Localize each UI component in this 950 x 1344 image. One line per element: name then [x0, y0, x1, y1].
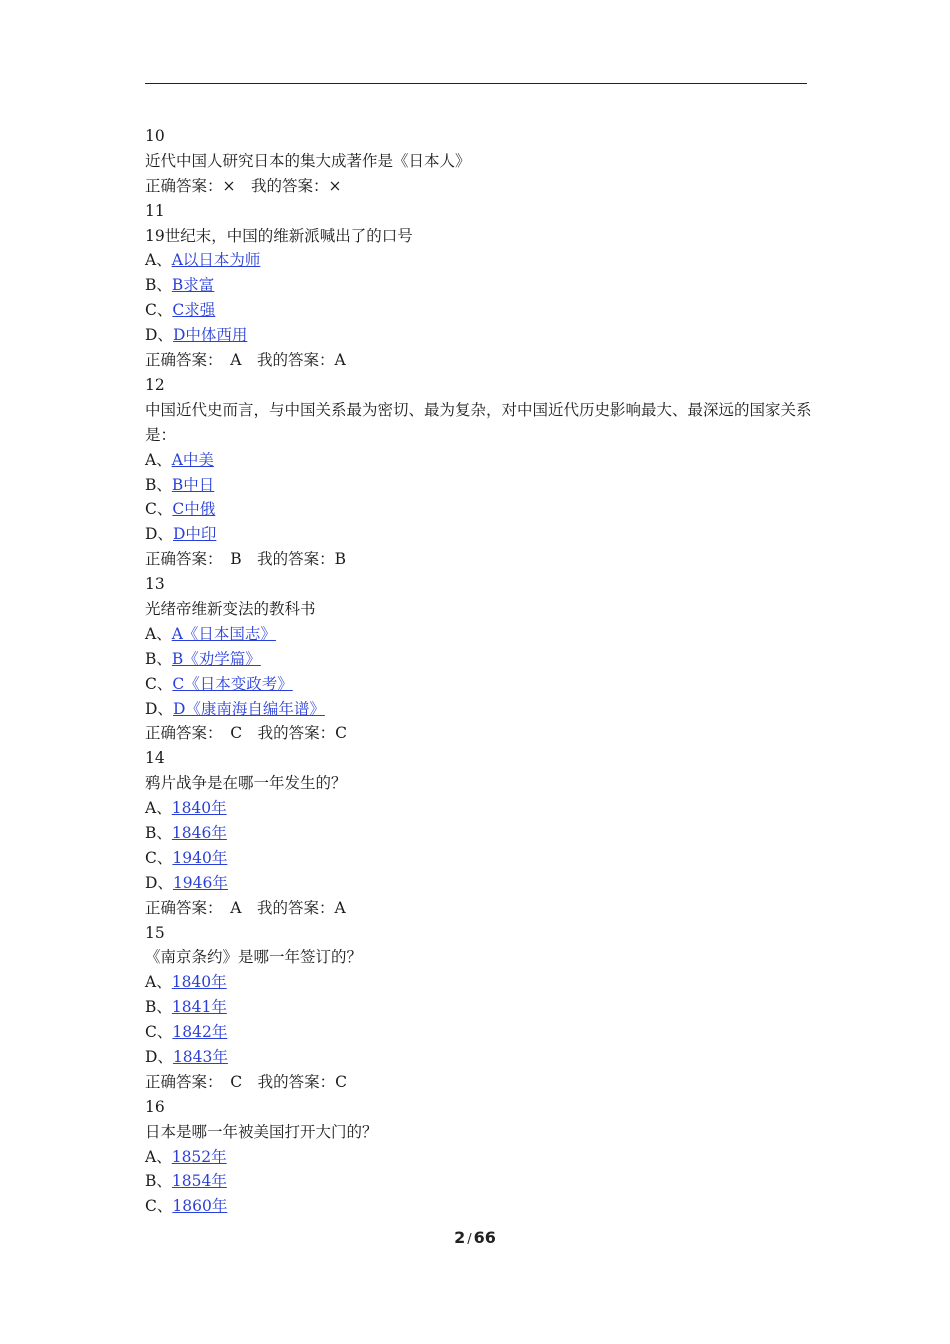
- option-a: [145, 970, 825, 995]
- option-c: [145, 1020, 825, 1045]
- question-number: 13: [145, 575, 165, 594]
- option-prefix: C、: [145, 1197, 173, 1216]
- option-link[interactable]: B《劝学篇》: [171, 649, 261, 668]
- option-b: [145, 821, 825, 846]
- question-number: 15: [145, 923, 165, 942]
- option-link[interactable]: 1841年: [171, 998, 227, 1017]
- header-rule: [145, 83, 807, 84]
- question-text: 中国近代史而言，与中国关系最为密切、最为复杂，对中国近代历史影响最大、最深远的国家关系是：: [145, 400, 812, 444]
- option-prefix: C、: [145, 1023, 173, 1042]
- option-prefix: D、: [145, 699, 173, 718]
- question-number: 10: [145, 127, 165, 145]
- option-d: [145, 1045, 825, 1070]
- option-prefix: B、: [145, 475, 172, 494]
- question-list: [145, 124, 825, 1219]
- option-prefix: A、: [145, 799, 172, 818]
- option-link[interactable]: 1842年: [172, 1023, 228, 1042]
- option-prefix: A、: [145, 624, 172, 643]
- option-b: [145, 1169, 825, 1194]
- option-prefix: B、: [145, 823, 172, 842]
- option-a: [145, 448, 825, 473]
- option-link[interactable]: A以日本为师: [171, 251, 261, 270]
- answer-line: 正确答案： B 我的答案：B: [145, 550, 347, 569]
- page-number: [0, 1228, 950, 1247]
- option-prefix: D、: [145, 873, 173, 892]
- answer-line: 正确答案： A 我的答案：A: [145, 898, 346, 917]
- option-prefix: C、: [145, 500, 173, 519]
- option-prefix: A、: [145, 450, 172, 469]
- option-prefix: C、: [145, 301, 173, 320]
- option-a: [145, 1145, 825, 1170]
- question-text: 鸦片战争是在哪一年发生的？: [145, 774, 347, 793]
- option-link[interactable]: 1946年: [172, 873, 228, 892]
- option-link[interactable]: D《康南海自编年谱》: [172, 699, 325, 718]
- option-link[interactable]: C中俄: [172, 500, 216, 519]
- option-d: [145, 323, 825, 348]
- option-b: [145, 473, 825, 498]
- option-c: [145, 298, 825, 323]
- page-total: 66: [473, 1228, 496, 1247]
- option-b: [145, 273, 825, 298]
- option-link[interactable]: 1860年: [172, 1197, 228, 1216]
- option-c: [145, 497, 825, 522]
- option-link[interactable]: 1840年: [171, 799, 227, 818]
- option-link[interactable]: D中体西用: [172, 326, 248, 345]
- question-16: [145, 1095, 825, 1219]
- option-link[interactable]: 1854年: [171, 1172, 227, 1191]
- option-prefix: A、: [145, 973, 172, 992]
- option-d: [145, 871, 825, 896]
- option-prefix: A、: [145, 1147, 172, 1166]
- option-link[interactable]: C《日本变政考》: [172, 674, 293, 693]
- question-text: 近代中国人研究日本的集大成著作是《日本人》: [145, 151, 471, 170]
- option-prefix: B、: [145, 649, 172, 668]
- option-d: [145, 522, 825, 547]
- question-number: 12: [145, 375, 165, 394]
- option-link[interactable]: 1852年: [171, 1147, 227, 1166]
- page-separator: /: [467, 1232, 472, 1247]
- option-link[interactable]: 1846年: [171, 823, 227, 842]
- option-c: [145, 1194, 825, 1219]
- option-link[interactable]: 1940年: [172, 848, 228, 867]
- question-text: 19世纪末，中国的维新派喊出了的口号: [145, 226, 413, 245]
- option-a: [145, 248, 825, 273]
- answer-line: 正确答案： C 我的答案：C: [145, 1072, 347, 1091]
- question-12: [145, 373, 825, 572]
- question-10: [145, 124, 825, 199]
- question-15: [145, 921, 825, 1095]
- option-b: [145, 647, 825, 672]
- option-link[interactable]: A《日本国志》: [171, 624, 276, 643]
- option-link[interactable]: A中美: [171, 450, 214, 469]
- option-prefix: A、: [145, 251, 172, 270]
- option-prefix: B、: [145, 276, 172, 295]
- question-number: 11: [145, 201, 165, 220]
- option-link[interactable]: 1840年: [171, 973, 227, 992]
- option-a: [145, 622, 825, 647]
- question-number: 16: [145, 1097, 165, 1116]
- option-link[interactable]: C求强: [172, 301, 216, 320]
- question-11: [145, 199, 825, 373]
- option-a: [145, 796, 825, 821]
- option-d: [145, 697, 825, 722]
- option-prefix: D、: [145, 326, 173, 345]
- option-link[interactable]: 1843年: [172, 1047, 228, 1066]
- option-prefix: D、: [145, 525, 173, 544]
- option-prefix: B、: [145, 1172, 172, 1191]
- question-14: [145, 746, 825, 920]
- option-link[interactable]: B求富: [171, 276, 215, 295]
- answer-line: 正确答案： A 我的答案：A: [145, 351, 346, 370]
- question-text: 光绪帝维新变法的教科书: [145, 599, 316, 618]
- option-prefix: D、: [145, 1047, 173, 1066]
- page-current: 2: [454, 1228, 466, 1247]
- option-c: [145, 846, 825, 871]
- question-text: 《南京条约》是哪一年签订的？: [145, 948, 363, 967]
- option-link[interactable]: B中日: [171, 475, 215, 494]
- option-c: [145, 672, 825, 697]
- option-prefix: B、: [145, 998, 172, 1017]
- option-link[interactable]: D中印: [172, 525, 217, 544]
- option-b: [145, 995, 825, 1020]
- question-13: [145, 572, 825, 746]
- answer-line: 正确答案： C 我的答案：C: [145, 724, 347, 743]
- question-number: 14: [145, 749, 165, 768]
- option-prefix: C、: [145, 848, 173, 867]
- question-text: 日本是哪一年被美国打开大门的？: [145, 1122, 378, 1141]
- answer-line: 正确答案：× 我的答案：×: [145, 176, 342, 195]
- option-prefix: C、: [145, 674, 173, 693]
